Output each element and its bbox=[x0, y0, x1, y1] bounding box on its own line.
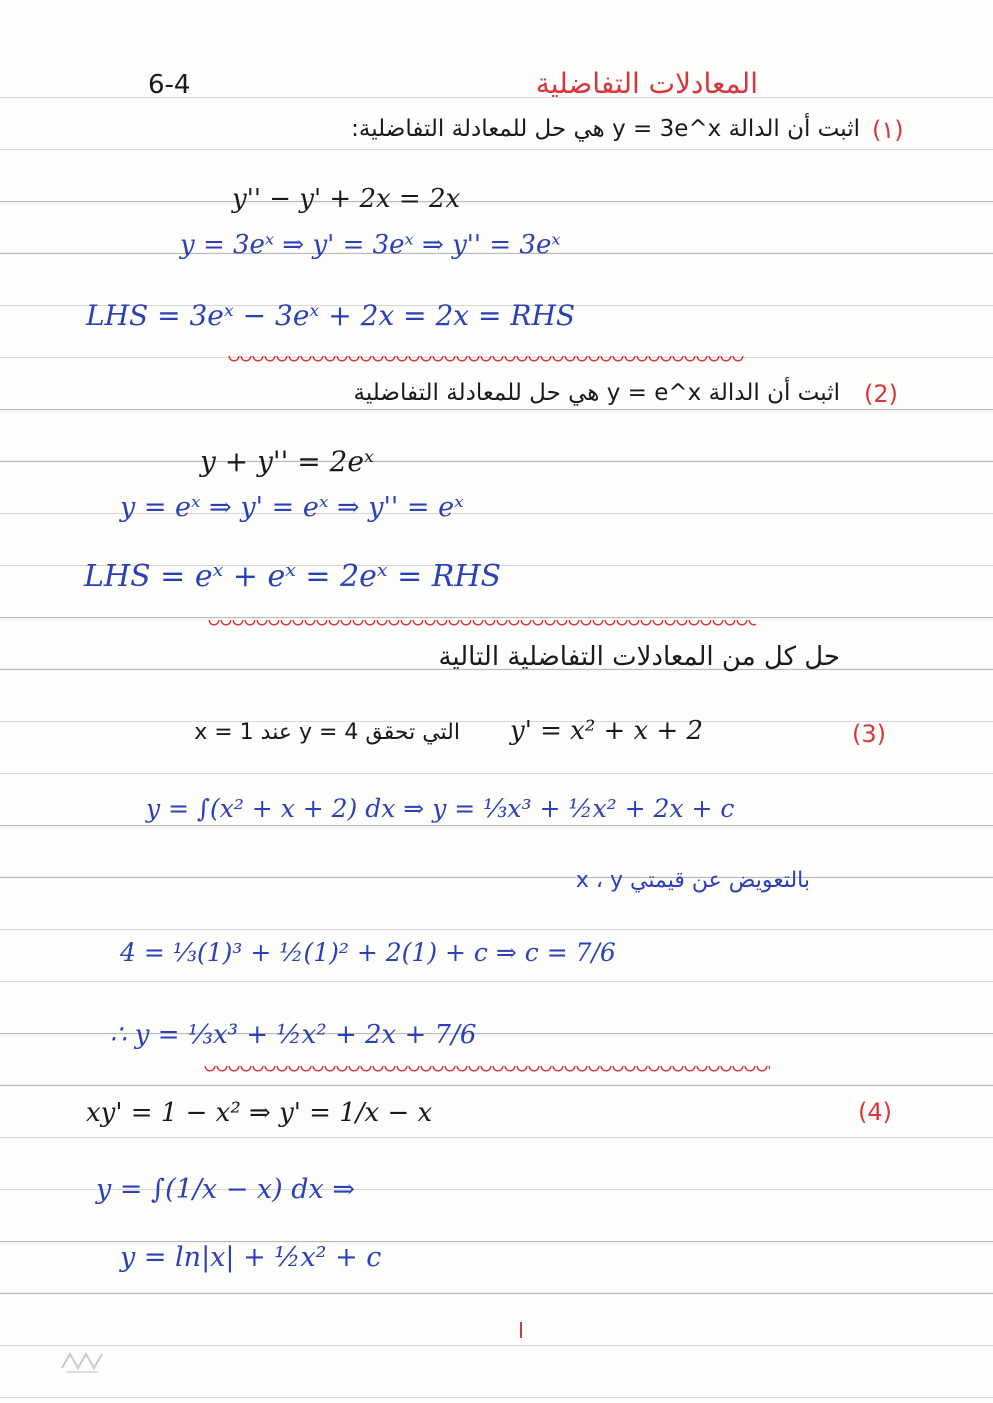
question-2-prompt: اثبت أن الدالة y = e^x هي حل للمعادلة التفاضلية bbox=[353, 380, 840, 406]
scanner-logo-icon bbox=[58, 1344, 106, 1376]
page-end-mark bbox=[520, 1322, 522, 1338]
question-2-label: (2) bbox=[864, 380, 898, 408]
separator-wavy-1 bbox=[228, 356, 744, 366]
question-4-equation: xy' = 1 − x² ⇒ y' = 1/x − x bbox=[86, 1098, 433, 1128]
question-1-check: LHS = 3eˣ − 3eˣ + 2x = 2x = RHS bbox=[86, 299, 576, 332]
question-3-integral: y = ∫(x² + x + 2) dx ⇒ y = ⅓x³ + ½x² + 2x + c bbox=[146, 794, 735, 823]
separator-wavy-2 bbox=[208, 620, 756, 630]
question-3-equation: y' = x² + x + 2 bbox=[510, 716, 704, 746]
question-1-label: (١) bbox=[872, 116, 904, 144]
question-2-check: LHS = eˣ + eˣ = 2eˣ = RHS bbox=[84, 559, 502, 594]
section-heading: حل كل من المعادلات التفاضلية التالية bbox=[438, 642, 840, 672]
question-4-integral: y = ∫(1/x − x) dx ⇒ bbox=[96, 1174, 355, 1205]
question-3-label: (3) bbox=[852, 720, 886, 748]
question-1-equation: y'' − y' + 2x = 2x bbox=[232, 184, 461, 214]
question-2-derivatives: y = eˣ ⇒ y' = eˣ ⇒ y'' = eˣ bbox=[120, 492, 464, 523]
page-title: المعادلات التفاضلية bbox=[535, 67, 758, 100]
question-3-result: ∴ y = ⅓x³ + ½x² + 2x + 7/6 bbox=[110, 1020, 477, 1050]
page-number: 6-4 bbox=[148, 70, 191, 100]
question-2-equation: y + y'' = 2eˣ bbox=[200, 445, 374, 478]
question-4-result: y = ln|x| + ½x² + c bbox=[120, 1242, 382, 1273]
separator-wavy-3 bbox=[204, 1066, 770, 1076]
question-1-derivatives: y = 3eˣ ⇒ y' = 3eˣ ⇒ y'' = 3eˣ bbox=[180, 230, 561, 260]
question-4-label: (4) bbox=[858, 1098, 892, 1126]
question-3-substitution: 4 = ⅓(1)³ + ½(1)² + 2(1) + c ⇒ c = 7/6 bbox=[120, 938, 616, 967]
question-1-prompt: اثبت أن الدالة y = 3e^x هي حل للمعادلة التفاضلية: bbox=[351, 116, 860, 142]
question-3-substitute-note: بالتعويض عن قيمتي x ، y bbox=[575, 868, 810, 893]
question-3-condition: التي تحقق y = 4 عند x = 1 bbox=[194, 720, 460, 745]
